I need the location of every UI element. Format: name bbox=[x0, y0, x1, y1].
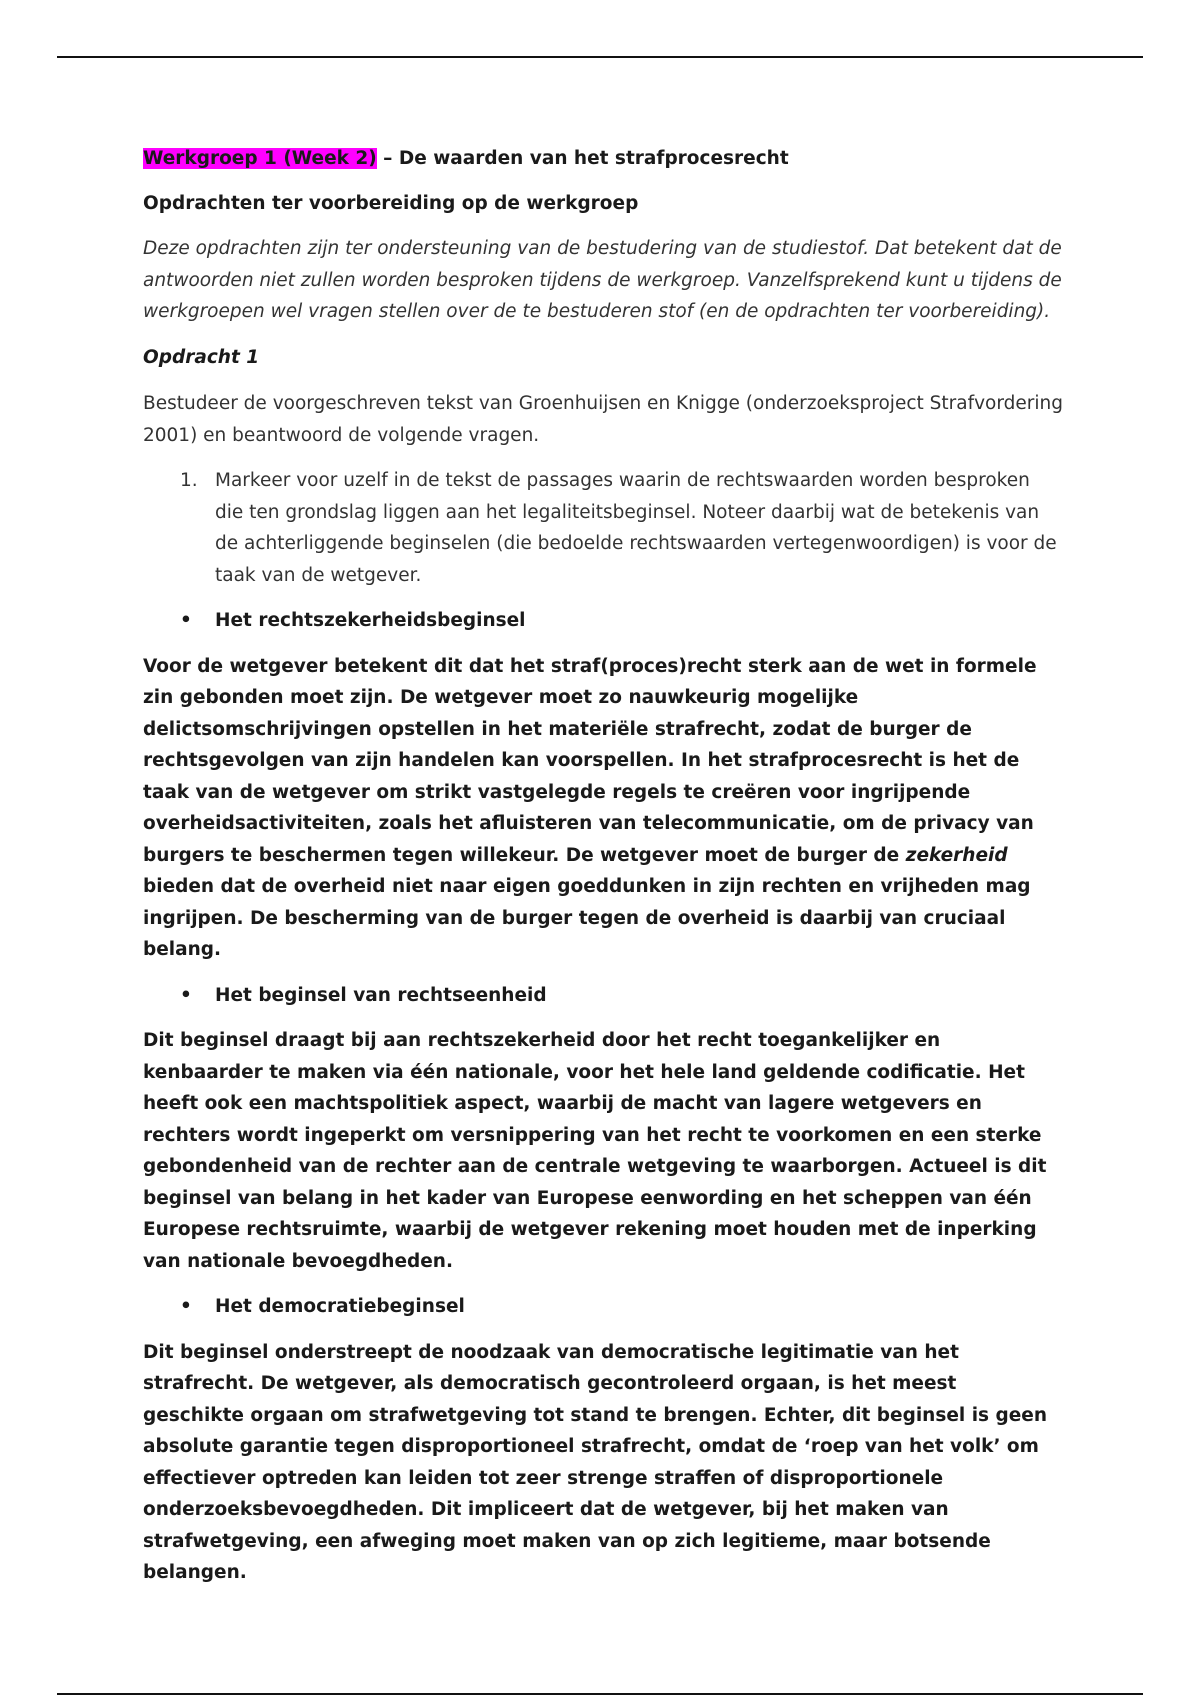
section-body-rechtszekerheid bbox=[143, 651, 1063, 966]
section-heading-rechtseenheid bbox=[180, 980, 1063, 1012]
subtitle: Opdrachten ter voorbereiding op de werkgroep bbox=[143, 192, 639, 214]
title-rest: – De waarden van het strafprocesrecht bbox=[376, 148, 789, 169]
body-text: Voor de wetgever betekent dit dat het straf(proces)recht sterk aan de wet in formele zin gebonden moet zijn. De wetgever moet zo nauwkeurig mogelijke delictsomschrijvingen opstellen in het materiële strafrecht, zodat de burger de rechtsgevolgen van zijn handelen kan voorspellen. In het strafprocesrecht is het de taak van de wetgever om strikt vastgelegde regels te creëren voor ingrijpende overheidsactiviteiten, zoals het afluisteren van telecommunicatie, om de privacy van burgers te beschermen tegen willekeur. De wetgever moet de burger de bbox=[143, 655, 1037, 866]
section-heading-label: Het rechtszekerheidsbeginsel bbox=[215, 610, 526, 631]
bottom-rule bbox=[57, 1693, 1143, 1695]
assignment-heading: Opdracht 1 bbox=[143, 346, 260, 368]
section-heading-democratie bbox=[180, 1291, 1063, 1323]
top-rule bbox=[57, 56, 1143, 58]
question-number: 1. bbox=[180, 470, 198, 491]
bullet-icon: • bbox=[180, 1296, 192, 1317]
bullet-icon: • bbox=[180, 984, 192, 1006]
section-heading-label: Het beginsel van rechtseenheid bbox=[215, 984, 547, 1006]
section-heading-rechtszekerheid bbox=[180, 605, 1063, 637]
page-title bbox=[143, 143, 1063, 175]
body-emphasis: zekerheid bbox=[905, 844, 1008, 866]
body-text: bieden dat de overheid niet naar eigen goeddunken in zijn rechten en vrijheden mag ingrijpen. De bescherming van de burger tegen de overheid is daarbij van cruciaal belang. bbox=[143, 876, 1031, 960]
assignment-text: Bestudeer de voorgeschreven tekst van Groenhuijsen en Knigge (onderzoeksproject Strafvordering 2001) en beantwoord de volgende vragen. bbox=[143, 393, 1063, 446]
question-text: Markeer voor uzelf in de tekst de passages waarin de rechtswaarden worden besproken die ten grondslag liggen aan het legaliteitsbeginsel. Noteer daarbij wat de betekenis van de achterliggende beginselen (die bedoelde rechtswaarden vertegenwoordigen) is voor de taak van de wetgever. bbox=[215, 470, 1057, 586]
bullet-icon: • bbox=[180, 610, 192, 631]
question-item bbox=[180, 465, 1063, 591]
section-heading-label: Het democratiebeginsel bbox=[215, 1296, 465, 1317]
document-body bbox=[143, 143, 1063, 1603]
intro-paragraph: Deze opdrachten zijn ter ondersteuning van de bestudering van de studiestof. Dat betekent dat de antwoorden niet zullen worden besproken tijdens de werkgroep. Vanzelfsprekend kunt u tijdens de werkgroepen wel vragen stellen over de te bestuderen stof (en de opdrachten ter voorbereiding). bbox=[143, 238, 1062, 322]
section-body-democratie: Dit beginsel onderstreept de noodzaak van democratische legitimatie van het strafrecht. De wetgever, als democratisch gecontroleerd orgaan, is het meest geschikte orgaan om strafwetgeving tot stand te brengen. Echter, dit beginsel is geen absolute garantie tegen disproportioneel strafrecht, omdat de ‘roep van het volk’ om effectiever optreden kan leiden tot zeer strenge straffen of disproportionele onderzoeksbevoegdheden. Dit impliceert dat de wetgever, bij het maken van strafwetgeving, een afweging moet maken van op zich legitieme, maar botsende belangen. bbox=[143, 1341, 1047, 1583]
section-body-rechtseenheid: Dit beginsel draagt bij aan rechtszekerheid door het recht toegankelijker en kenbaarder te maken via één nationale, voor het hele land geldende codificatie. Het heeft ook een machtspolitiek aspect, waarbij de macht van lagere wetgevers en rechters wordt ingeperkt om versnippering van het recht te voorkomen en een sterke gebondenheid van de rechter aan de centrale wetgeving te waarborgen. Actueel is dit beginsel van belang in het kader van Europese eenwording en het scheppen van één Europese rechtsruimte, waarbij de wetgever rekening moet houden met de inperking van nationale bevoegdheden. bbox=[143, 1030, 1047, 1272]
title-highlight: Werkgroep 1 (Week 2) bbox=[143, 148, 377, 169]
